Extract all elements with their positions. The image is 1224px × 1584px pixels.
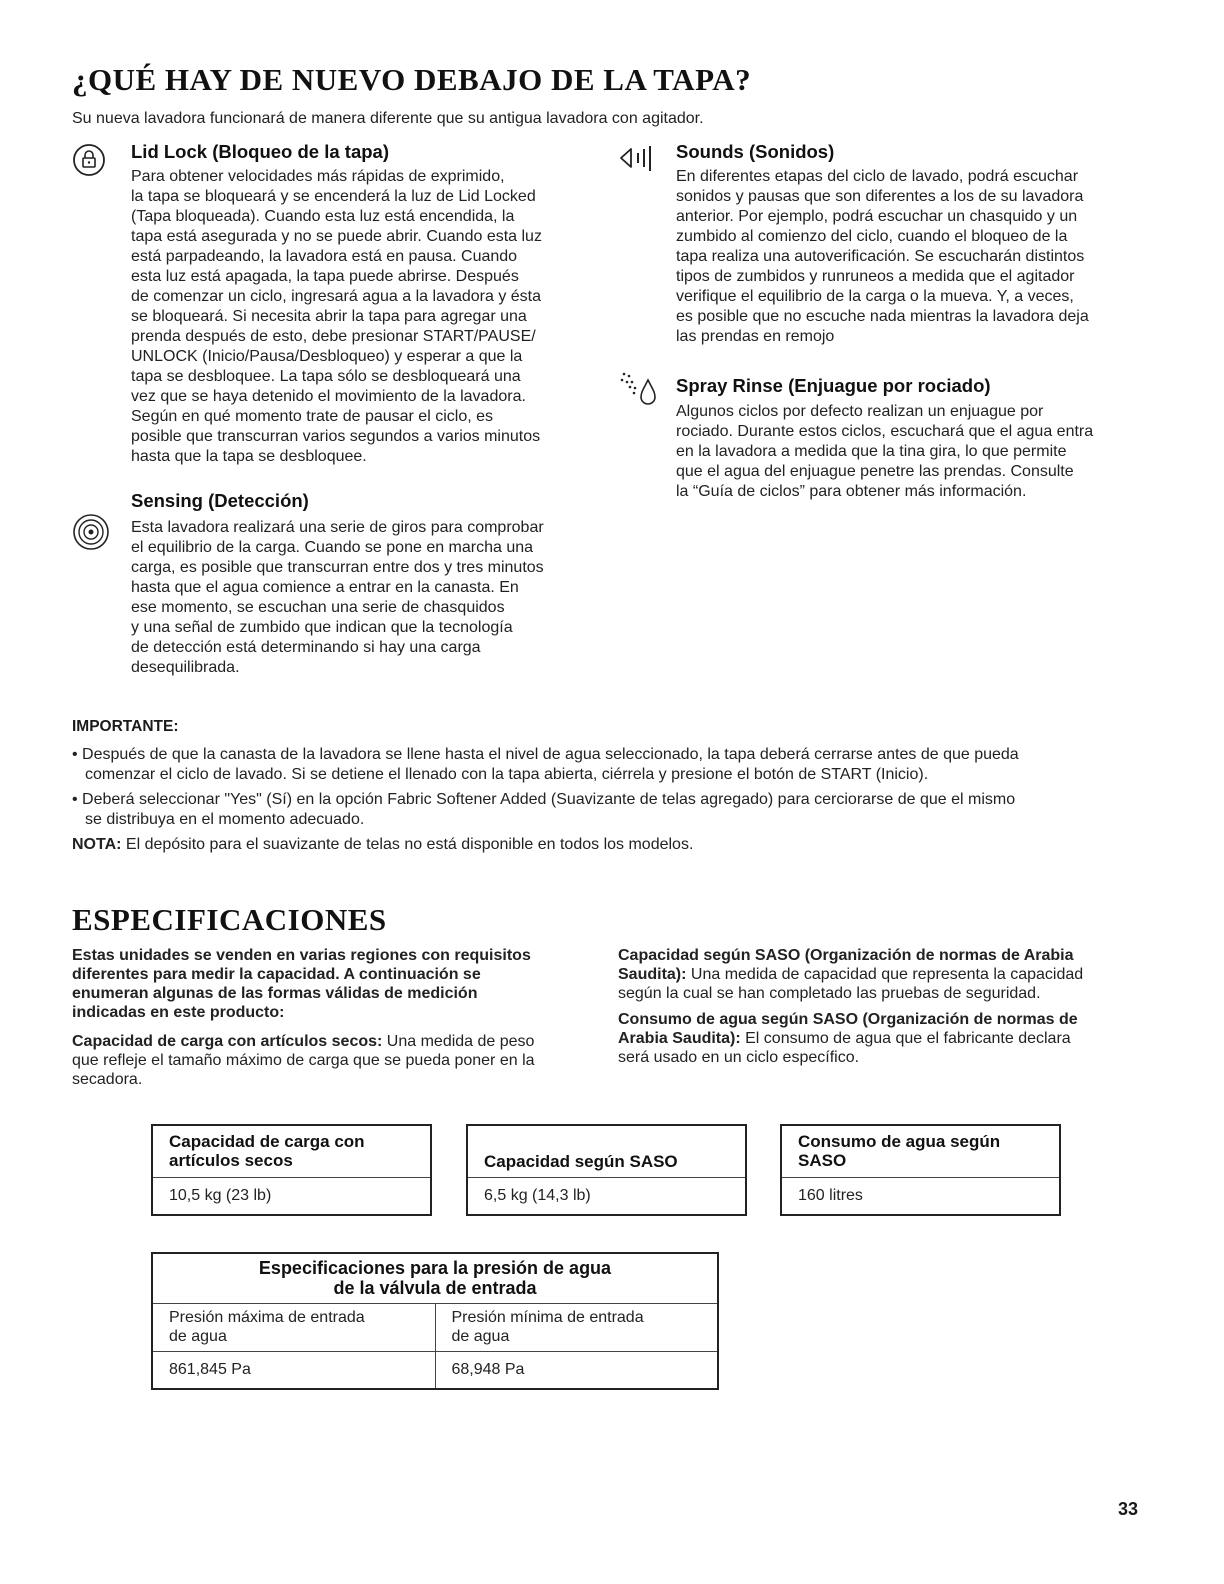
- table-cell: Presión máxima de entrada de agua: [152, 1303, 435, 1351]
- lid-lock-body: Para obtener velocidades más rápidas de exprimido, la tapa se bloqueará y se encenderá la luz de Lid Locked (Tapa bloqueada). Cuando esta luz está encendida, la tapa está asegurada y no se puede abrir. Cuando esta luz está parpadeando, la lavadora está en pausa. Cuando esta luz está apagada, la tapa puede abrirse. Después de comenzar un ciclo, ingresará agua a la lavadora y ésta se bloqueará. Si necesita abrir la tapa para agregar una prenda después de esto, debe presionar START/PAUSE/ UNLOCK (Inicio/Pausa/Desbloqueo) y esperar a que la tapa se desbloquee. La tapa sólo se desbloqueará una vez que se haya detenido el movimiento de la lavadora. Según en qué momento trate de pausar el ciclo, es posible que transcurran varios segundos a varios minutos hasta que la tapa se desbloquee.: [131, 168, 542, 465]
- saso-capacity-definition: Capacidad según SASO (Organización de normas de Arabia Saudita): Una medida de capacidad que representa la capacidad según la cual se han completado las pruebas de seguridad.: [618, 947, 1084, 1002]
- spray-rinse-body: Algunos ciclos por defecto realizan un enjuague por rociado. Durante estos ciclos, escuchará que el agua entra en la lavadora a medida que la tina gira, lo que permite que el agua del enjuague penetre las prendas. Consulte la “Guía de ciclos” para obtener más información.: [676, 403, 1094, 500]
- table-value: 160 litres: [781, 1177, 1060, 1215]
- lock-icon: [72, 143, 106, 182]
- important-bullet: • Después de que la canasta de la lavadora se llene hasta el nivel de agua seleccionado, la tapa deberá cerrarse antes de que pueda comenzar el ciclo de lavado. Si se detiene el llenado con la tapa abierta, ciérrela y presione el botón de START (Inicio).: [72, 746, 1019, 783]
- table-cell: 68,948 Pa: [435, 1351, 718, 1389]
- saso-capacity-table: [466, 1124, 747, 1216]
- important-label: IMPORTANTE:: [72, 718, 179, 735]
- dry-capacity-table: [151, 1124, 432, 1216]
- table-value: 10,5 kg (23 lb): [152, 1177, 431, 1215]
- note-text: NOTA: El depósito para el suavizante de telas no está disponible en todos los modelos.: [72, 836, 694, 853]
- specs-title: ESPECIFICACIONES: [72, 902, 387, 937]
- sensing-icon: [72, 513, 110, 556]
- sounds-body: En diferentes etapas del ciclo de lavado, podrá escuchar sonidos y pausas que son diferentes a los de su lavadora anterior. Por ejemplo, podrá escuchar un chasquido y un zumbido al comienzo del ciclo, cuando el bloqueo de la tapa realiza una autoverificación. Se escucharán distintos tipos de zumbidos y runruneos a medida que el agitador verifique el equilibrio de la carga o la mueva. Y, a veces, es posible que no escuche nada mientras la lavadora deja las prendas en remojo: [676, 168, 1089, 345]
- saso-water-definition: Consumo de agua según SASO (Organización de normas de Arabia Saudita): El consumo de agua que el fabricante declara será usado en un ciclo específico.: [618, 1011, 1078, 1066]
- table-header: Especificaciones para la presión de agua de la válvula de entrada: [152, 1253, 718, 1303]
- water-pressure-table: [151, 1252, 719, 1390]
- page-title: ¿QUÉ HAY DE NUEVO DEBAJO DE LA TAPA?: [72, 62, 752, 97]
- sensing-title: Sensing (Detección): [131, 490, 309, 511]
- spray-rinse-title: Spray Rinse (Enjuague por rociado): [676, 375, 991, 396]
- dry-capacity-definition: Capacidad de carga con artículos secos: Una medida de peso que refleje el tamaño máximo de carga que se pueda poner en la secadora.: [72, 1033, 535, 1088]
- table-value: 6,5 kg (14,3 lb): [467, 1177, 746, 1215]
- saso-water-table: [780, 1124, 1061, 1216]
- intro-text: Su nueva lavadora funcionará de manera diferente que su antigua lavadora con agitador.: [72, 110, 704, 127]
- sounds-title: Sounds (Sonidos): [676, 141, 835, 162]
- important-bullet: • Deberá seleccionar "Yes" (Sí) en la opción Fabric Softener Added (Suavizante de telas agregado) para cerciorarse de que el mismo se distribuya en el momento adecuado.: [72, 791, 1016, 828]
- lid-lock-title: Lid Lock (Bloqueo de la tapa): [131, 141, 389, 162]
- specs-intro: Estas unidades se venden en varias regiones con requisitos diferentes para medir la capacidad. A continuación se enumeran algunas de las formas válidas de medición indicadas en este producto:: [72, 947, 531, 1021]
- spray-icon: [618, 370, 660, 413]
- speaker-icon: [618, 143, 662, 178]
- table-header: Capacidad de carga con artículos secos: [152, 1125, 431, 1177]
- page-number: 33: [1118, 1499, 1139, 1519]
- table-cell: 861,845 Pa: [152, 1351, 435, 1389]
- sensing-body: Esta lavadora realizará una serie de giros para comprobar el equilibrio de la carga. Cuando se pone en marcha una carga, es posible que transcurran entre dos y tres minutos hasta que el agua comience a entrar en la canasta. En ese momento, se escuchan una serie de chasquidos y una señal de zumbido que indican que la tecnología de detección está determinando si hay una carga desequilibrada.: [131, 519, 544, 676]
- table-cell: Presión mínima de entrada de agua: [435, 1303, 718, 1351]
- table-header: Consumo de agua según SASO: [781, 1125, 1060, 1177]
- table-header: Capacidad según SASO: [467, 1125, 746, 1177]
